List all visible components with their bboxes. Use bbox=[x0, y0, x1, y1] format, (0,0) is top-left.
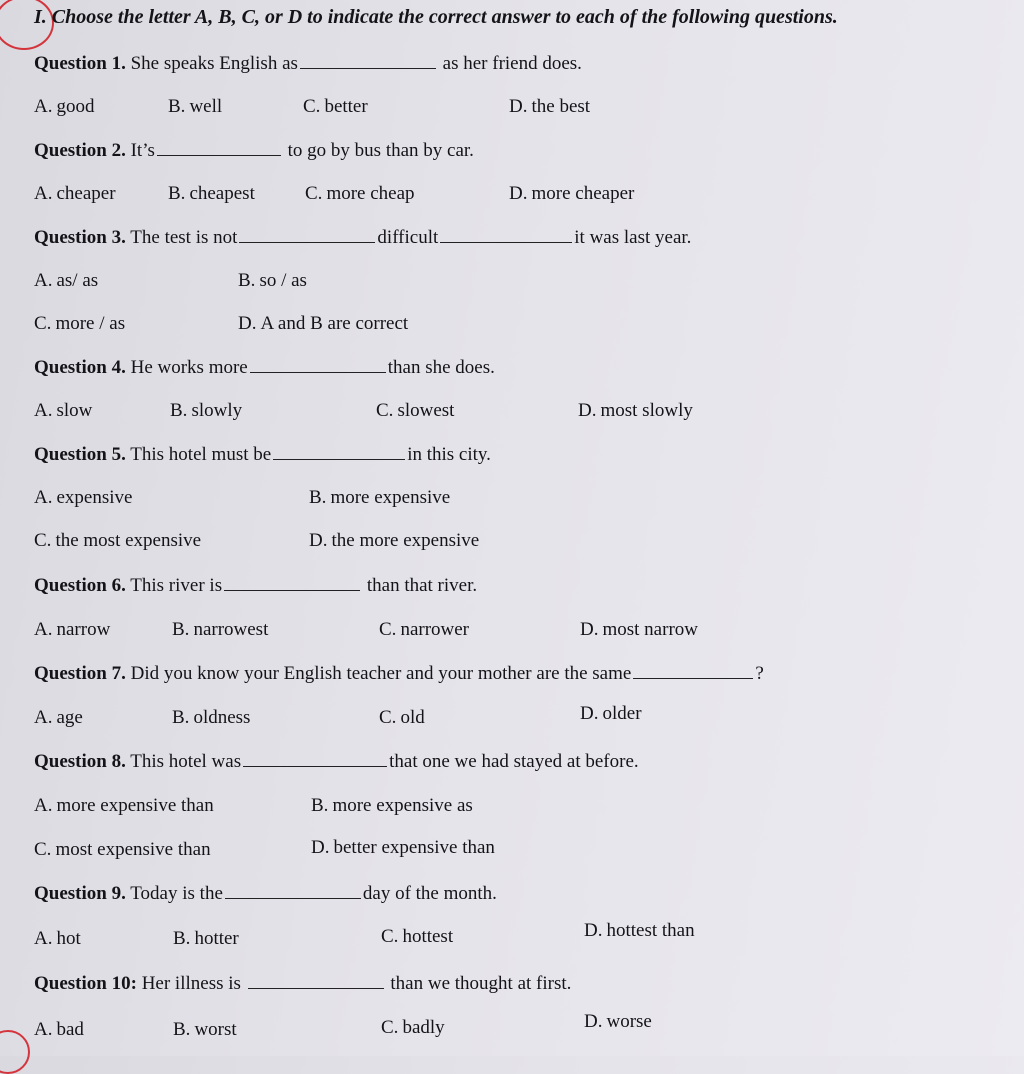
option-letter: A. bbox=[34, 183, 53, 204]
question-text: It’s bbox=[130, 140, 155, 161]
answer-blank bbox=[243, 750, 387, 767]
option-text: as/ as bbox=[56, 270, 99, 291]
option-text: cheaper bbox=[56, 183, 116, 204]
option-text: most expensive than bbox=[55, 839, 211, 860]
question-label: Question 1. bbox=[34, 53, 126, 74]
question-text: than we thought at first. bbox=[390, 973, 572, 994]
option-letter: C. bbox=[381, 926, 399, 947]
option-c bbox=[303, 96, 368, 118]
option-text: narrow bbox=[56, 619, 111, 640]
question-label: Question 10: bbox=[34, 973, 137, 994]
option-b bbox=[168, 183, 255, 205]
option-text: A and B are correct bbox=[260, 313, 409, 334]
question-text: Did you know your English teacher and your mother are the same bbox=[130, 663, 632, 684]
answer-blank bbox=[300, 52, 436, 69]
question-text: This hotel must be bbox=[130, 444, 272, 465]
question-3 bbox=[34, 226, 691, 249]
option-letter: D. bbox=[509, 96, 528, 117]
question-text: difficult bbox=[377, 227, 439, 248]
option-letter: A. bbox=[34, 707, 53, 728]
option-letter: C. bbox=[379, 707, 397, 728]
option-text: narrowest bbox=[193, 619, 269, 640]
option-text: the most expensive bbox=[55, 530, 202, 551]
option-letter: A. bbox=[34, 795, 53, 816]
option-c bbox=[379, 619, 469, 641]
option-text: hot bbox=[56, 928, 81, 949]
red-circle-mark-bottom bbox=[0, 1030, 30, 1074]
question-text: that one we had stayed at before. bbox=[389, 751, 639, 772]
section-heading: I. Choose the letter A, B, C, or D to indicate the correct answer to each of the following questions. bbox=[34, 6, 838, 28]
option-letter: C. bbox=[303, 96, 321, 117]
option-letter: C. bbox=[34, 313, 52, 334]
option-letter: D. bbox=[578, 400, 597, 421]
option-text: worst bbox=[194, 1019, 237, 1040]
question-text: than she does. bbox=[387, 357, 495, 378]
option-b bbox=[170, 400, 242, 422]
option-b bbox=[173, 928, 239, 950]
option-letter: A. bbox=[34, 400, 53, 421]
option-c bbox=[34, 839, 211, 861]
option-letter: C. bbox=[34, 530, 52, 551]
option-letter: D. bbox=[584, 1011, 603, 1032]
option-letter: A. bbox=[34, 487, 53, 508]
answer-blank bbox=[239, 226, 375, 243]
option-c bbox=[381, 926, 453, 948]
option-d bbox=[584, 1011, 652, 1033]
option-a bbox=[34, 1019, 84, 1041]
option-text: more expensive bbox=[330, 487, 451, 508]
option-letter: B. bbox=[168, 96, 186, 117]
question-text: The test is not bbox=[130, 227, 238, 248]
option-a bbox=[34, 270, 98, 292]
question-text: This hotel was bbox=[130, 751, 242, 772]
question-label: Question 3. bbox=[34, 227, 126, 248]
option-letter: D. bbox=[309, 530, 328, 551]
question-7 bbox=[34, 662, 764, 685]
question-text: She speaks English as bbox=[130, 53, 298, 74]
option-d bbox=[311, 837, 495, 859]
answer-blank bbox=[157, 139, 281, 156]
option-letter: B. bbox=[238, 270, 256, 291]
option-text: older bbox=[602, 703, 642, 724]
option-b bbox=[173, 1019, 237, 1041]
option-letter: C. bbox=[34, 839, 52, 860]
option-text: old bbox=[400, 707, 425, 728]
option-text: so / as bbox=[259, 270, 307, 291]
option-c bbox=[34, 530, 201, 552]
question-text: Her illness is bbox=[141, 973, 241, 994]
option-c bbox=[379, 707, 425, 729]
option-text: slow bbox=[56, 400, 93, 421]
question-8 bbox=[34, 750, 639, 773]
option-text: good bbox=[56, 96, 95, 117]
option-c bbox=[381, 1017, 445, 1039]
option-text: most narrow bbox=[602, 619, 698, 640]
option-letter: D. bbox=[509, 183, 528, 204]
option-text: more expensive than bbox=[56, 795, 214, 816]
option-letter: D. bbox=[580, 619, 599, 640]
option-d bbox=[509, 96, 590, 118]
option-text: cheapest bbox=[189, 183, 255, 204]
question-text: day of the month. bbox=[362, 883, 497, 904]
option-text: more expensive as bbox=[332, 795, 473, 816]
option-text: the more expensive bbox=[331, 530, 480, 551]
answer-blank bbox=[225, 882, 361, 899]
option-d bbox=[509, 183, 634, 205]
option-letter: B. bbox=[168, 183, 186, 204]
option-letter: C. bbox=[305, 183, 323, 204]
option-text: bad bbox=[56, 1019, 84, 1040]
option-text: hotter bbox=[194, 928, 239, 949]
question-text: This river is bbox=[130, 575, 223, 596]
question-label: Question 4. bbox=[34, 357, 126, 378]
option-text: expensive bbox=[56, 487, 133, 508]
option-letter: B. bbox=[173, 1019, 191, 1040]
question-label: Question 7. bbox=[34, 663, 126, 684]
option-letter: D. bbox=[580, 703, 599, 724]
option-text: hottest than bbox=[606, 920, 695, 941]
option-d bbox=[580, 703, 642, 725]
option-letter: C. bbox=[381, 1017, 399, 1038]
option-text: better expensive than bbox=[333, 837, 495, 858]
question-label: Question 6. bbox=[34, 575, 126, 596]
option-b bbox=[311, 795, 473, 817]
option-text: better bbox=[324, 96, 368, 117]
question-text: He works more bbox=[130, 357, 248, 378]
question-10 bbox=[34, 972, 571, 995]
option-letter: B. bbox=[309, 487, 327, 508]
answer-blank bbox=[440, 226, 572, 243]
question-text: than that river. bbox=[366, 575, 478, 596]
option-b bbox=[172, 619, 268, 641]
question-text: as her friend does. bbox=[442, 53, 582, 74]
option-text: narrower bbox=[400, 619, 470, 640]
option-letter: D. bbox=[238, 313, 257, 334]
option-a bbox=[34, 707, 83, 729]
question-label: Question 5. bbox=[34, 444, 126, 465]
question-2 bbox=[34, 139, 474, 162]
answer-blank bbox=[633, 662, 753, 679]
option-a bbox=[34, 619, 110, 641]
option-d bbox=[309, 530, 479, 552]
question-5 bbox=[34, 443, 491, 466]
option-letter: B. bbox=[172, 707, 190, 728]
question-6 bbox=[34, 574, 477, 597]
option-a bbox=[34, 96, 94, 118]
option-a bbox=[34, 928, 81, 950]
option-text: slowly bbox=[191, 400, 243, 421]
answer-blank bbox=[248, 972, 384, 989]
option-letter: A. bbox=[34, 270, 53, 291]
option-letter: A. bbox=[34, 96, 53, 117]
answer-blank bbox=[273, 443, 405, 460]
answer-blank bbox=[250, 356, 386, 373]
option-c bbox=[376, 400, 454, 422]
option-letter: C. bbox=[379, 619, 397, 640]
question-text: ? bbox=[755, 663, 764, 684]
option-letter: B. bbox=[173, 928, 191, 949]
question-text: it was last year. bbox=[574, 227, 692, 248]
question-text: to go by bus than by car. bbox=[287, 140, 474, 161]
option-letter: B. bbox=[170, 400, 188, 421]
option-a bbox=[34, 400, 92, 422]
option-letter: B. bbox=[311, 795, 329, 816]
option-c bbox=[305, 183, 415, 205]
option-letter: C. bbox=[376, 400, 394, 421]
option-letter: D. bbox=[584, 920, 603, 941]
question-9 bbox=[34, 882, 497, 905]
option-text: slowest bbox=[397, 400, 455, 421]
option-a bbox=[34, 183, 116, 205]
option-letter: A. bbox=[34, 619, 53, 640]
option-letter: A. bbox=[34, 928, 53, 949]
option-d bbox=[580, 619, 698, 641]
option-b bbox=[168, 96, 222, 118]
option-letter: A. bbox=[34, 1019, 53, 1040]
question-label: Question 8. bbox=[34, 751, 126, 772]
question-label: Question 2. bbox=[34, 140, 126, 161]
option-d bbox=[238, 313, 408, 335]
option-letter: D. bbox=[311, 837, 330, 858]
option-d bbox=[578, 400, 693, 422]
question-1 bbox=[34, 52, 582, 75]
option-text: most slowly bbox=[600, 400, 693, 421]
option-text: worse bbox=[606, 1011, 652, 1032]
option-text: badly bbox=[402, 1017, 445, 1038]
option-b bbox=[238, 270, 307, 292]
option-a bbox=[34, 487, 132, 509]
option-d bbox=[584, 920, 695, 942]
option-letter: B. bbox=[172, 619, 190, 640]
option-text: hottest bbox=[402, 926, 454, 947]
option-text: more / as bbox=[55, 313, 126, 334]
question-label: Question 9. bbox=[34, 883, 126, 904]
option-text: well bbox=[189, 96, 223, 117]
question-text: Today is the bbox=[130, 883, 223, 904]
question-4 bbox=[34, 356, 495, 379]
answer-blank bbox=[224, 574, 360, 591]
option-text: more cheap bbox=[326, 183, 415, 204]
option-a bbox=[34, 795, 214, 817]
option-b bbox=[172, 707, 250, 729]
option-text: age bbox=[56, 707, 83, 728]
option-text: the best bbox=[531, 96, 591, 117]
option-text: oldness bbox=[193, 707, 251, 728]
option-text: more cheaper bbox=[531, 183, 635, 204]
option-c bbox=[34, 313, 125, 335]
question-text: in this city. bbox=[407, 444, 491, 465]
option-b bbox=[309, 487, 450, 509]
